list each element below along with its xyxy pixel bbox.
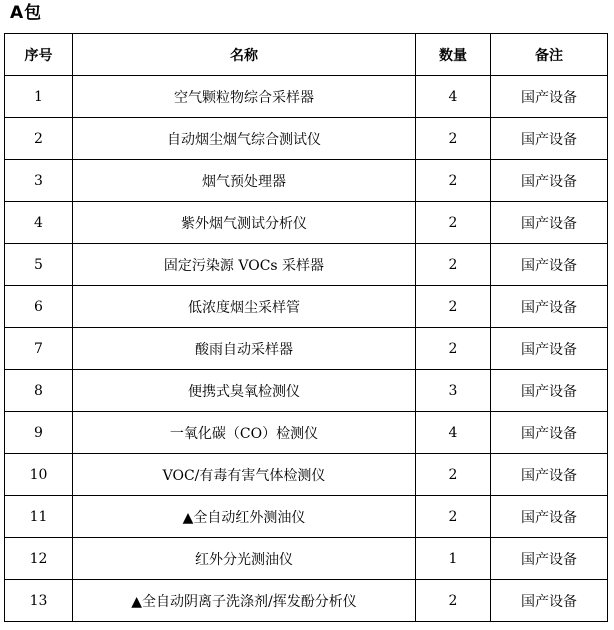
cell-serial-number: 10 (5, 454, 73, 496)
cell-name: 固定污染源 VOCs 采样器 (73, 244, 416, 286)
header-serial-number: 序号 (5, 34, 73, 76)
table-header-row (5, 34, 608, 76)
section-title: A包 (10, 3, 43, 23)
table-row (5, 538, 608, 580)
cell-remarks: 国产设备 (491, 160, 608, 202)
cell-name: VOC/有毒有害气体检测仪 (73, 454, 416, 496)
cell-serial-number: 6 (5, 286, 73, 328)
cell-serial-number: 2 (5, 118, 73, 160)
header-remarks: 备注 (491, 34, 608, 76)
cell-quantity: 2 (416, 118, 491, 160)
table-row (5, 160, 608, 202)
cell-serial-number: 7 (5, 328, 73, 370)
cell-quantity: 2 (416, 580, 491, 622)
cell-serial-number: 8 (5, 370, 73, 412)
cell-serial-number: 12 (5, 538, 73, 580)
cell-quantity: 4 (416, 76, 491, 118)
cell-remarks: 国产设备 (491, 538, 608, 580)
cell-serial-number: 11 (5, 496, 73, 538)
cell-remarks: 国产设备 (491, 580, 608, 622)
cell-serial-number: 9 (5, 412, 73, 454)
header-name: 名称 (73, 34, 416, 76)
cell-name: 一氧化碳（CO）检测仪 (73, 412, 416, 454)
cell-quantity: 2 (416, 160, 491, 202)
cell-name: ▲全自动红外测油仪 (73, 496, 416, 538)
cell-remarks: 国产设备 (491, 244, 608, 286)
cell-name: 酸雨自动采样器 (73, 328, 416, 370)
cell-quantity: 2 (416, 202, 491, 244)
cell-name: 低浓度烟尘采样管 (73, 286, 416, 328)
cell-remarks: 国产设备 (491, 202, 608, 244)
cell-quantity: 3 (416, 370, 491, 412)
table-row (5, 76, 608, 118)
cell-quantity: 2 (416, 328, 491, 370)
cell-quantity: 2 (416, 496, 491, 538)
cell-remarks: 国产设备 (491, 328, 608, 370)
table-row (5, 328, 608, 370)
table-row (5, 202, 608, 244)
cell-name: 红外分光测油仪 (73, 538, 416, 580)
cell-remarks: 国产设备 (491, 412, 608, 454)
equipment-table (4, 33, 608, 622)
cell-remarks: 国产设备 (491, 454, 608, 496)
cell-quantity: 2 (416, 244, 491, 286)
cell-name: ▲全自动阴离子洗涤剂/挥发酚分析仪 (73, 580, 416, 622)
cell-name: 自动烟尘烟气综合测试仪 (73, 118, 416, 160)
table-row (5, 244, 608, 286)
table-row (5, 412, 608, 454)
cell-quantity: 2 (416, 454, 491, 496)
table-row (5, 496, 608, 538)
cell-serial-number: 4 (5, 202, 73, 244)
cell-remarks: 国产设备 (491, 118, 608, 160)
cell-quantity: 2 (416, 286, 491, 328)
cell-name: 便携式臭氧检测仪 (73, 370, 416, 412)
cell-remarks: 国产设备 (491, 76, 608, 118)
cell-name: 烟气预处理器 (73, 160, 416, 202)
cell-serial-number: 1 (5, 76, 73, 118)
table-row (5, 454, 608, 496)
cell-remarks: 国产设备 (491, 286, 608, 328)
cell-serial-number: 3 (5, 160, 73, 202)
cell-remarks: 国产设备 (491, 496, 608, 538)
table-row (5, 286, 608, 328)
header-quantity: 数量 (416, 34, 491, 76)
table-row (5, 118, 608, 160)
cell-name: 紫外烟气测试分析仪 (73, 202, 416, 244)
cell-quantity: 4 (416, 412, 491, 454)
table-row (5, 580, 608, 622)
table-row (5, 370, 608, 412)
cell-remarks: 国产设备 (491, 370, 608, 412)
cell-serial-number: 5 (5, 244, 73, 286)
cell-name: 空气颗粒物综合采样器 (73, 76, 416, 118)
cell-quantity: 1 (416, 538, 491, 580)
cell-serial-number: 13 (5, 580, 73, 622)
